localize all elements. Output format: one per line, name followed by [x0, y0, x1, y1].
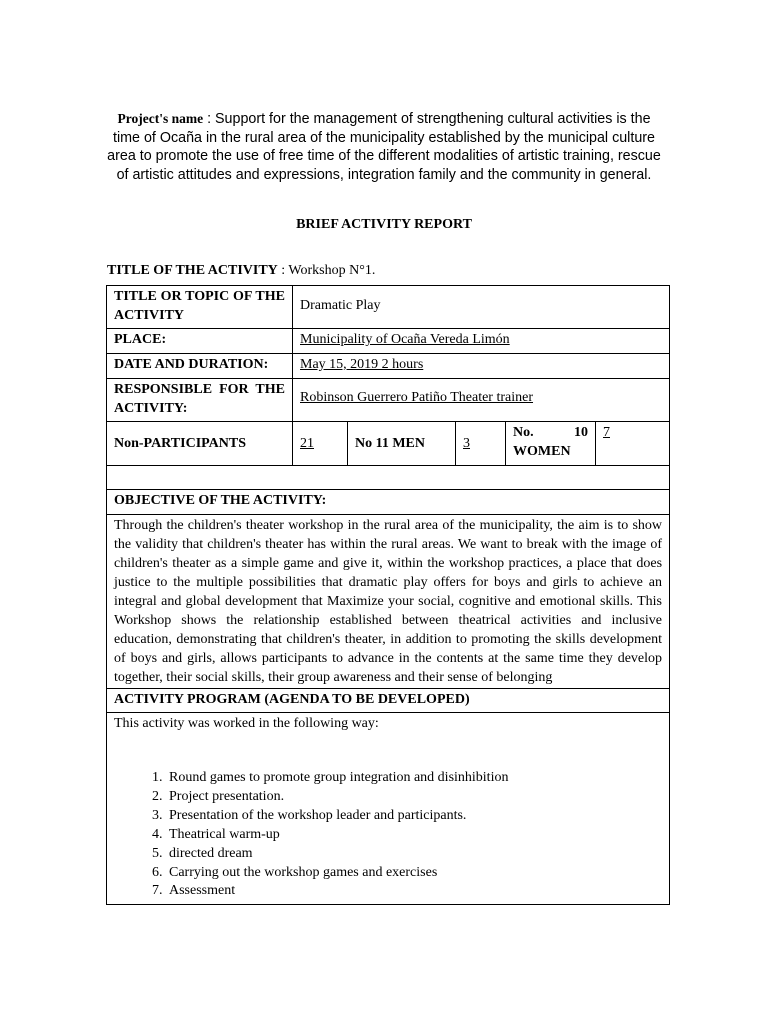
row-participants [107, 422, 670, 466]
program-cell [107, 713, 670, 905]
men-label: No 11 MEN [348, 422, 456, 466]
topic-label: TITLE OR TOPIC OF THE ACTIVITY [107, 286, 293, 329]
report-title: BRIEF ACTIVITY REPORT [296, 217, 472, 232]
program-item: 2. Project presentation. [166, 788, 662, 807]
program-item: 3. Presentation of the workshop leader and participants. [166, 807, 662, 826]
objective-text: Through the children's theater workshop in the rural area of the municipality, the aim is to show the validity that children's theater has within the rural areas. We want to break with the image of children's theater as a simple game and give it, within the workshop practices, a place that does justice to the multiple possibilities that dramatic play offers for boys and girls to achieve an integral and global development that Maximize your social, cognitive and emotional skills. This Workshop shows the relationship established between theatrical activities and inclusive education, demonstrating that children's theater, in addition to promoting the skills development of boys and girls, allows participants to advance in the contents at the same time they develop together, their social skills, their group awareness and their sense of belonging [107, 515, 670, 689]
row-place [107, 329, 670, 354]
activity-title-line [107, 263, 375, 279]
program-intro: This activity was worked in the following way: [114, 716, 379, 731]
women-value: 7 [603, 425, 610, 440]
place-label: PLACE: [107, 329, 293, 354]
women-label: No. 10 WOMEN [506, 422, 596, 466]
date-value: May 15, 2019 2 hours [300, 357, 424, 372]
program-item: 4. Theatrical warm-up [166, 826, 662, 845]
program-label: ACTIVITY PROGRAM (AGENDA TO BE DEVELOPED) [107, 689, 670, 713]
project-name-label: Project's name [117, 111, 204, 126]
objective-label: OBJECTIVE OF THE ACTIVITY: [107, 490, 670, 515]
row-objective-text [107, 515, 670, 689]
program-item: 7. Assessment [166, 882, 662, 901]
participants-value: 21 [300, 436, 314, 451]
row-date [107, 354, 670, 379]
project-name-paragraph [106, 110, 662, 184]
responsible-value: Robinson Guerrero Patiño Theater trainer [300, 390, 534, 405]
project-name-text: : Support for the management of strengthening cultural activities is the time of Ocaña in the rural area of the municipality established by the municipal culture area to promote the use of free time of the different modalities of artistic training, rescue of artistic attitudes and expressions, integration family and the community in general. [107, 111, 661, 183]
activity-title-label: TITLE OF THE ACTIVITY [107, 263, 278, 278]
men-value: 3 [463, 436, 470, 451]
program-list [114, 769, 662, 901]
row-empty [107, 466, 670, 490]
topic-value: Dramatic Play [293, 286, 670, 329]
participants-label: Non-PARTICIPANTS [107, 422, 293, 466]
activity-report-table [106, 285, 670, 905]
row-topic [107, 286, 670, 329]
empty-cell [107, 466, 670, 490]
row-responsible [107, 379, 670, 422]
program-item: 1. Round games to promote group integration and disinhibition [166, 769, 662, 788]
responsible-label: RESPONSIBLE FOR THE ACTIVITY: [107, 379, 293, 422]
program-item: 5. directed dream [166, 845, 662, 864]
row-program [107, 713, 670, 905]
program-item: 6. Carrying out the workshop games and exercises [166, 864, 662, 883]
row-program-header [107, 689, 670, 713]
row-objective-header [107, 490, 670, 515]
place-value: Municipality of Ocaña Vereda Limón [300, 332, 510, 347]
activity-title-value: : Workshop N°1. [277, 263, 376, 278]
date-label: DATE AND DURATION: [107, 354, 293, 379]
